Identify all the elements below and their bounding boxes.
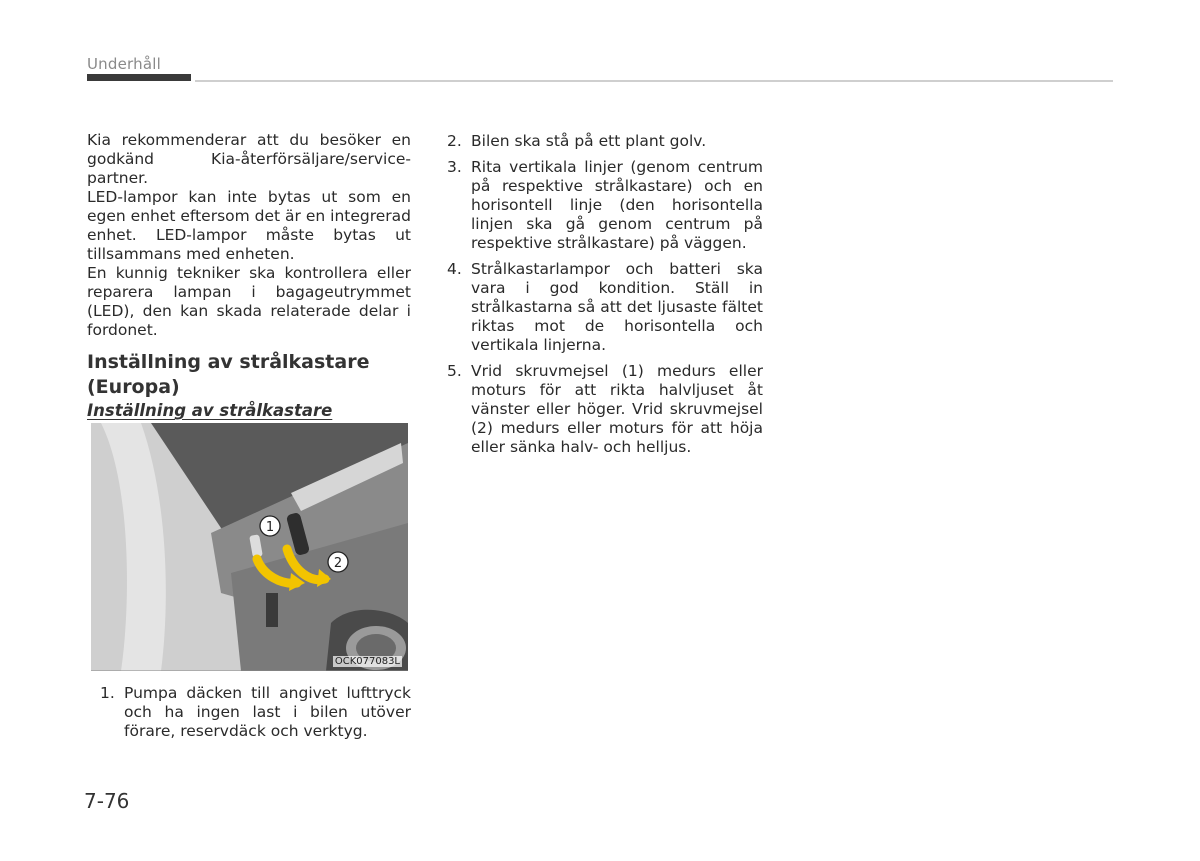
step-text: Bilen ska stå på ett plant golv. [471,132,707,150]
steps-list-left [100,684,411,748]
intro-text [87,131,411,340]
step-text: Pumpa däcken till angivet lufttryck och ha ingen last i bilen utöver förare, reservdäck och verktyg. [124,684,411,740]
step-text: Rita vertikala linjer (genom centrum på respektive strålkastare) och en horisontell linje (den horisontella linjen ska gå genom centrum på respektive strålkastare) på väggen. [471,158,763,252]
running-header: Underhåll [87,55,161,73]
list-item [447,158,763,253]
list-item [447,362,763,457]
header-accent-bar [87,74,191,81]
callout-label-1: 1 [265,520,275,535]
callout-label-2: 2 [333,556,343,571]
step-number: 5. [447,362,462,380]
list-item [447,132,763,151]
intro-paragraph: LED-lampor kan inte bytas ut som en egen enhet eftersom det är en integrerad enhet. LED-lampor måste bytas ut tillsammans med enheten. [87,188,412,263]
section-title: Inställning av strålkastare (Europa) [87,351,370,398]
step-number: 3. [447,158,462,176]
callout-marker [327,551,349,573]
headlamp-drawing [91,423,408,671]
step-number: 2. [447,132,462,150]
intro-paragraph: Kia rekommenderar att du besöker en godkänd Kia-återförsäljare/service-partner. [87,131,411,187]
callout-marker [259,515,281,537]
page-number: 7-76 [84,789,130,813]
list-item [100,684,411,741]
header-rule [195,80,1113,82]
step-text: Strålkastarlampor och batteri ska vara i god kondition. Ställ in strålkastarna så att det ljusaste fältet riktas mot de horisontella och vertikala linjerna. [471,260,763,354]
intro-paragraph: En kunnig tekniker ska kontrollera eller reparera lampan i bagageutrymmet (LED), den kan skada relaterade delar i fordonet. [87,264,411,339]
step-text: Vrid skruvmejsel (1) medurs eller moturs för att rikta halvljuset åt vänster eller höger. Vrid skruvmejsel (2) medurs eller moturs för att höja eller sänka halv- och helljus. [471,362,763,456]
list-item [447,260,763,355]
figure-code: OCK077083L [334,656,400,667]
steps-list-right [447,132,763,464]
step-number: 1. [100,684,115,702]
headlamp-adjustment-illustration [91,423,408,671]
subsection-title: Inställning av strålkastare [87,401,333,420]
step-number: 4. [447,260,462,278]
